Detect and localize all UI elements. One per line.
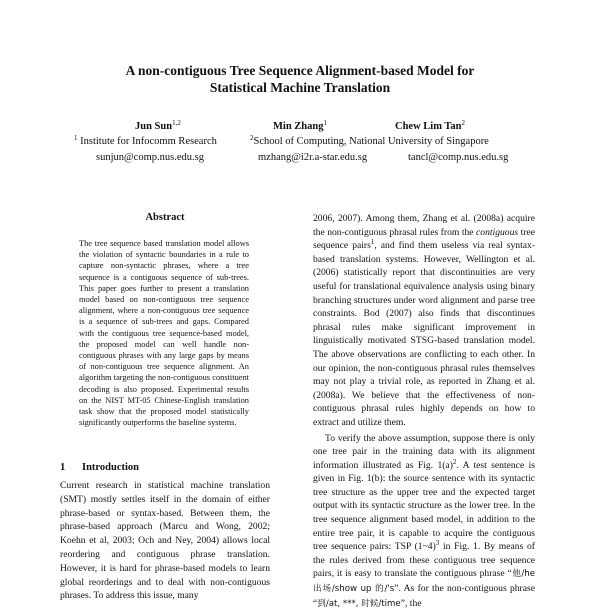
email-2: mzhang@i2r.a-star.edu.sg: [258, 152, 367, 163]
right-paragraph-2: To verify the above assumption, suppose there is only one tree pair in the training data with its alignment information illustrated as Fig. $1(a)^2$. A test sentence is given in Fig. 1(b): the source sentence with its syntactic tree structure as the upper tree and the expected target output with its syntactic structure as the lower tree. In the tree sequence alignment based model, in addition to the entire tree pair, it is capable to acquire the contiguous tree sequence pairs: TSP (1~4)$^3$ in Fig. 1. By means of the rules derived from these contiguous tree sequence pairs, it is easy to translate the contiguous phrase “他/he 出场/show up 的/'s”. As for the non-contiguous phrase “到/at, ***, 时候/time”, the: [313, 432, 535, 611]
author-block: [0, 121, 600, 181]
abstract-heading: Abstract: [60, 212, 270, 223]
affiliation-2: $^2$School of Computing, National University of Singapore: [250, 136, 489, 147]
paper-title: [60, 62, 540, 96]
right-column-text: [313, 212, 535, 611]
affiliation-1: $^1$ Institute for Infocomm Research: [74, 136, 217, 147]
section-number: 1: [60, 462, 82, 473]
right-paragraph-1: 2006, 2007). Among them, Zhang et al. (2008a) acquire the non-contiguous phrasal rules from the contiguous tree sequence pairs$^1$, and find them useless via real syntax-based translation systems. However, Wellington et al. (2006) statistically report that discontinuities are very useful for translational equivalence analysis using binary branching structures under word alignment and parse tree constraints. Bod (2007) also finds that discontinues phrasal rules make significant improvement in linguistically motivated STSG-based translation model. The above observations are conflicting to each other. In our opinion, the non-contiguous phrasal rules themselves may not play a trivial role, as reported in Zhang et al. (2008a). We believe that the effectiveness of non-contiguous phrasal rules highly depends on how to extract and utilize them.: [313, 212, 535, 430]
email-1: sunjun@comp.nus.edu.sg: [96, 152, 204, 163]
section-heading-introduction: [60, 462, 139, 473]
author-3: Chew Lim Tan$^2$: [395, 121, 465, 132]
title-line-1: A non-contiguous Tree Sequence Alignment-based Model for: [60, 62, 540, 79]
author-2: Min Zhang$^1$: [273, 121, 327, 132]
abstract-text: The tree sequence based translation model allows the violation of syntactic boundaries in a rule to capture non-syntactic phrases, where a tree sequence is a contiguous sequence of sub-trees. This paper goes further to present a translation model based on non-contiguous tree sequence alignment, where a non-contiguous tree sequence is a sequence of sub-trees and gaps. Compared with the contiguous tree sequence-based model, the proposed model can well handle non-contiguous phrases with any large gaps by means of non-contiguous tree sequence alignment. An algorithm targeting the non-contiguous constituent decoding is also proposed. Experimental results on the NIST MT-05 Chinese-English translation task show that the proposed model statistically significantly outperforms the baseline systems.: [79, 238, 249, 428]
author-1: Jun Sun$^{1,2}$: [135, 121, 181, 132]
email-3: tancl@comp.nus.edu.sg: [408, 152, 508, 163]
introduction-text: [60, 479, 270, 603]
title-line-2: Statistical Machine Translation: [60, 79, 540, 96]
section-title: Introduction: [82, 462, 139, 473]
intro-paragraph: Current research in statistical machine translation (SMT) mostly settles itself in the domain of either phrase-based or syntax-based. Between them, the phrase-based approach (Marcu and Wong, 2002; Koehn et al, 2003; Och and Ney, 2004) allows local reordering and contiguous phrase translation. However, it is hard for phrase-based models to learn global reorderings and to deal with non-contiguous phrases. To address this issue, many: [60, 479, 270, 603]
